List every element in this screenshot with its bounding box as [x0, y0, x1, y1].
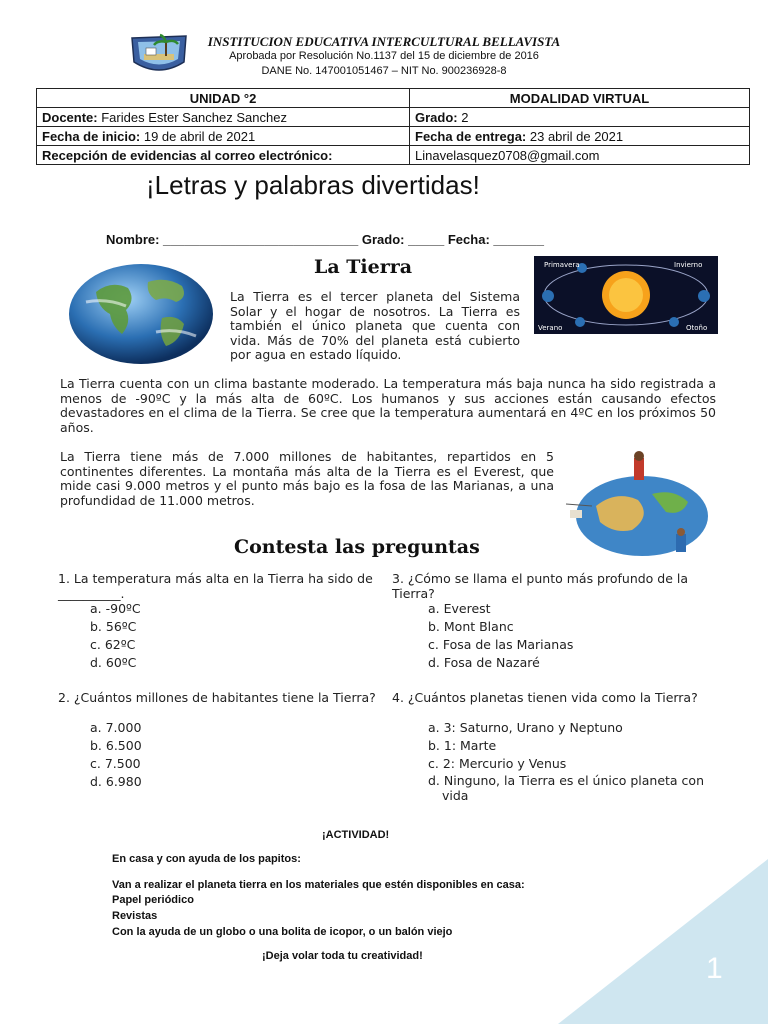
inicio-cell: [37, 127, 410, 146]
question-1-option-c: c. 62ºC: [90, 637, 136, 652]
question-4-option-b: b. 1: Marte: [428, 738, 497, 753]
question-3-option-c: c. Fosa de las Marianas: [428, 637, 574, 652]
docente-label: Docente:: [42, 109, 98, 125]
grado-label: Grado:: [415, 109, 458, 125]
activity-item-2: Revistas: [112, 910, 158, 922]
recepcion-cell: [37, 146, 410, 165]
question-1: 1. La temperatura más alta en la Tierra ha sido de __________.: [58, 571, 373, 601]
grado-cell: [410, 108, 750, 127]
question-2: 2. ¿Cuántos millones de habitantes tiene la Tierra?: [58, 690, 376, 705]
question-2-option-b: b. 6.500: [90, 738, 142, 753]
recepcion-label: Recepción de evidencias al correo electrónico:: [42, 147, 333, 163]
inicio-label: Fecha de inicio:: [42, 128, 141, 144]
question-1-option-a: a. -90ºC: [90, 601, 141, 616]
question-3: 3. ¿Cómo se llama el punto más profundo de la Tierra?: [392, 571, 689, 601]
activity-closing: ¡Deja volar toda tu creatividad!: [262, 950, 423, 962]
question-4-option-c: c. 2: Mercurio y Venus: [428, 756, 567, 771]
questions-heading: Contesta las preguntas: [234, 536, 480, 558]
question-2-option-d: d. 6.980: [90, 774, 142, 789]
email-cell: Linavelasquez0708@gmail.com: [410, 146, 750, 165]
modalidad-cell: MODALIDAD VIRTUAL: [410, 89, 750, 108]
season-label-verano: Verano: [538, 324, 563, 332]
question-3-option-a: a. Everest: [428, 601, 491, 616]
question-3-option-d: d. Fosa de Nazaré: [428, 655, 540, 670]
seasons-diagram: [534, 256, 718, 334]
question-1-option-d: d. 60ºC: [90, 655, 137, 670]
season-label-otono: Otoño: [686, 324, 708, 332]
question-4: 4. ¿Cuántos planetas tienen vida como la Tierra?: [392, 690, 698, 705]
resolution-line: Aprobada por Resolución No.1137 del 15 de diciembre de 2016: [229, 50, 539, 62]
question-2-option-c: c. 7.500: [90, 756, 141, 771]
student-info-line: Nombre: ___________________________ Grado: _____ Fecha: _______: [106, 232, 544, 247]
children-globe-illustration: [556, 450, 716, 560]
docente-value: Farides Ester Sanchez Sanchez: [97, 109, 287, 125]
dane-line: DANE No. 147001051467 – NIT No. 900236928-8: [261, 65, 507, 77]
reading-paragraph-3: La Tierra tiene más de 7.000 millones de habitantes, repartidos en 5 continentes diferentes. La montaña más alta de la Tierra es el Everest, que mide casi 9.000 metros y el punto más bajo es la fosa de las Marianas, a una profundidad de 11.000 metros.: [60, 449, 554, 508]
page-number: 1: [706, 952, 723, 985]
activity-title: ¡ACTIVIDAD!: [322, 829, 390, 841]
grado-value: 2: [457, 109, 469, 125]
institution-name: INSTITUCION EDUCATIVA INTERCULTURAL BELLAVISTA: [207, 34, 561, 49]
reading-paragraph-1: La Tierra es el tercer planeta del Sistema Solar y el hogar de nosotros. La Tierra es también el único planeta que cuenta con vida. Más de 70% del planeta está cubierto por agua en estado líquido.: [230, 289, 520, 362]
entrega-value: 23 abril de 2021: [526, 128, 624, 144]
entrega-cell: [410, 127, 750, 146]
unidad-cell: UNIDAD °2: [37, 89, 410, 108]
info-table: [36, 88, 750, 165]
activity-item-1: Papel periódico: [112, 894, 194, 906]
season-label-primavera: Primavera: [544, 261, 580, 269]
inicio-value: 19 de abril de 2021: [140, 128, 256, 144]
activity-item-3: Con la ayuda de un globo o una bolita de icopor, o un balón viejo: [112, 926, 453, 938]
question-3-option-b: b. Mont Blanc: [428, 619, 514, 634]
activity-intro: En casa y con ayuda de los papitos:: [112, 853, 301, 865]
season-label-invierno: Invierno: [674, 261, 703, 269]
corner-decoration: [558, 859, 768, 1024]
question-1-option-b: b. 56ºC: [90, 619, 137, 634]
worksheet-title: ¡Letras y palabras divertidas!: [146, 170, 480, 200]
entrega-label: Fecha de entrega:: [415, 128, 527, 144]
question-4-option-d: d. Ninguno, la Tierra es el único planeta con vida: [428, 773, 704, 803]
docente-cell: [37, 108, 410, 127]
earth-globe-image: [66, 262, 216, 366]
activity-instruction: Van a realizar el planeta tierra en los materiales que estén disponibles en casa:: [112, 879, 525, 891]
reading-paragraph-2: La Tierra cuenta con un clima bastante moderado. La temperatura más baja nunca ha sido registrada a menos de -90ºC y la más alta de 60ºC. Los humanos y sus acciones están causando efectos devastadores en el clima de la Tierra. Se cree que la temperatura aumentará en 4ºC en los próximos 50 años.: [60, 376, 716, 435]
reading-heading: La Tierra: [314, 256, 413, 278]
question-2-option-a: a. 7.000: [90, 720, 142, 735]
question-4-option-a: a. 3: Saturno, Urano y Neptuno: [428, 720, 623, 735]
